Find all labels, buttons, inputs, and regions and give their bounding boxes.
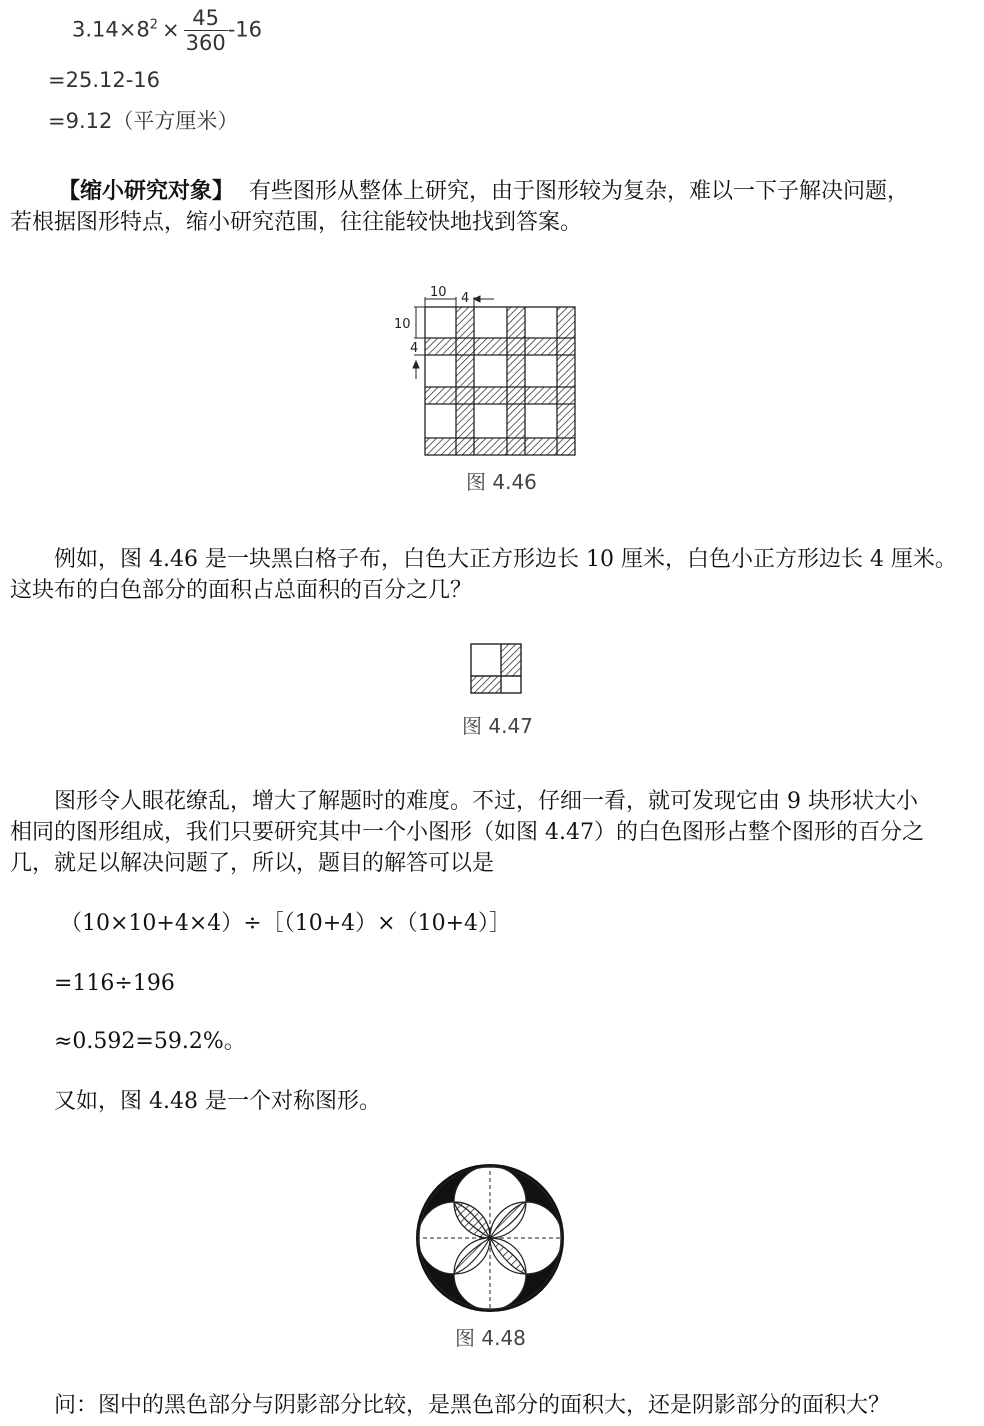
figure-4-48 xyxy=(412,1160,568,1316)
figure-4-47-caption: 图 4.47 xyxy=(462,714,533,738)
section-heading: 【缩小研究对象】 xyxy=(58,179,235,204)
example-line-1: 例如，图 4.46 是一块黑白格子布，白色大正方形边长 10 厘米，白色小正方形边长 4 厘米。 xyxy=(54,547,957,572)
figure-4-47 xyxy=(468,642,526,698)
formula-line-2: =25.12-16 xyxy=(48,68,161,92)
fraction-numerator: 45 xyxy=(184,6,228,31)
dim-left-4: 4 xyxy=(410,341,419,356)
fraction-denominator: 360 xyxy=(185,31,226,55)
formula-exponent: 2 xyxy=(149,17,158,33)
section-text-2: 若根据图形特点，缩小研究范围，往往能较快地找到答案。 xyxy=(10,210,583,235)
section-line-1 xyxy=(10,176,980,207)
solution-line-1: （10×10+4×4）÷［（10+4）×（10+4）］ xyxy=(60,911,512,936)
dim-left-10: 10 xyxy=(394,317,411,332)
dim-top-10: 10 xyxy=(430,285,447,300)
example2-line-1: 又如，图 4.48 是一个对称图形。 xyxy=(54,1089,381,1114)
hatched-strips xyxy=(425,307,575,455)
explain-line-2: 相同的图形组成，我们只要研究其中一个小图形（如图 4.47）的白色图形占整个图形的百分之 xyxy=(10,820,924,845)
formula-times: × xyxy=(162,17,180,42)
figure-4-48-caption: 图 4.48 xyxy=(455,1326,526,1350)
formula-base: 3.14×8 xyxy=(72,17,150,42)
example-line-2: 这块布的白色部分的面积占总面积的百分之几？ xyxy=(10,578,473,603)
example-paragraph xyxy=(10,544,980,606)
question-line-1: 问：图中的黑色部分与阴影部分比较，是黑色部分的面积大，还是阴影部分的面积大？ xyxy=(54,1393,891,1418)
section-paragraph xyxy=(10,176,980,238)
dim-top-4: 4 xyxy=(461,291,470,306)
figure-4-46-caption: 图 4.46 xyxy=(466,470,537,494)
formula-fraction xyxy=(184,6,228,55)
formula-line-3: =9.12（平方厘米） xyxy=(48,109,239,133)
explain-line-3: 几，就足以解决问题了，所以，题目的解答可以是 xyxy=(10,851,495,876)
solution-line-3: ≈0.592=59.2%。 xyxy=(54,1029,246,1054)
formula-line-1 xyxy=(72,6,262,55)
grid-lines xyxy=(425,307,575,455)
figure-4-46 xyxy=(380,275,600,465)
explain-paragraph xyxy=(10,786,980,879)
section-text-1: 有些图形从整体上研究，由于图形较为复杂，难以一下子解决问题， xyxy=(249,179,910,204)
explain-line-1: 图形令人眼花缭乱，增大了解题时的难度。不过，仔细一看，就可发现它由 9 块形状大小 xyxy=(54,789,918,814)
solution-line-2: =116÷196 xyxy=(54,971,175,996)
formula-minus: -16 xyxy=(227,17,263,42)
